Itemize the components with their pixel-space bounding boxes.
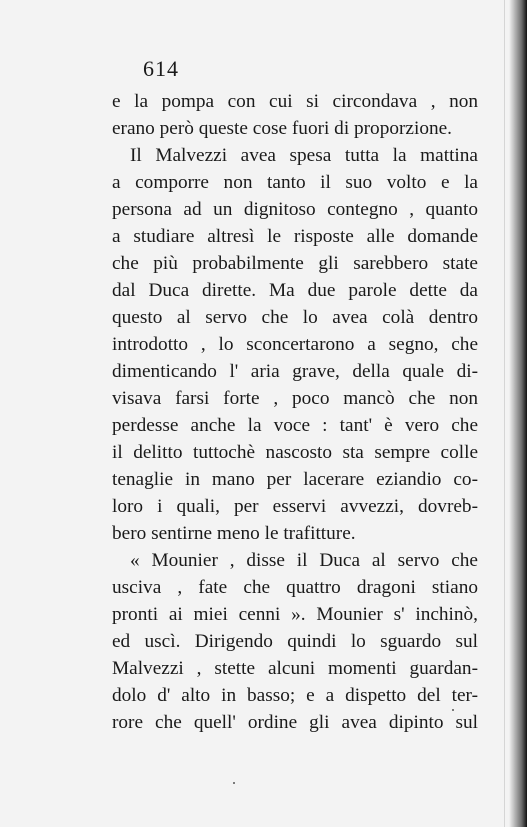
text-line: persona ad un dignitoso contegno , quanto xyxy=(112,199,478,220)
text-line: questo al servo che lo avea colà dentro xyxy=(112,307,478,328)
text-line: pronti ai miei cenni ». Mounier s' inchinò, xyxy=(112,604,478,625)
text-line: rore che quell' ordine gli avea dipinto sul xyxy=(112,712,478,733)
text-line: e la pompa con cui si circondava , non xyxy=(112,91,478,112)
text-line: dal Duca dirette. Ma due parole dette da xyxy=(112,280,478,301)
body-text xyxy=(112,88,478,736)
text-line: a comporre non tanto il suo volto e la xyxy=(112,172,478,193)
text-line: Il Malvezzi avea spesa tutta la mattina xyxy=(130,145,478,166)
text-line: bero sentirne meno le trafitture. xyxy=(112,523,356,544)
text-line: perdesse anche la voce : tant' è vero che xyxy=(112,415,478,436)
text-line: Malvezzi , stette alcuni momenti guardan- xyxy=(112,658,478,679)
text-line: usciva , fate che quattro dragoni stiano xyxy=(112,577,478,598)
text-line: il delitto tuttochè nascosto sta sempre colle xyxy=(112,442,478,463)
text-line: a studiare altresì le risposte alle domande xyxy=(112,226,478,247)
paper-speck xyxy=(233,782,235,784)
text-line: visava farsi forte , poco mancò che non xyxy=(112,388,478,409)
page-fold-line xyxy=(504,0,505,827)
text-line: introdotto , lo sconcertarono a segno, che xyxy=(112,334,478,355)
text-line: tenaglie in mano per lacerare eziandio co- xyxy=(112,469,478,490)
text-line: ed uscì. Dirigendo quindi lo sguardo sul xyxy=(112,631,478,652)
text-line: « Mounier , disse il Duca al servo che xyxy=(130,550,478,571)
text-line: erano però queste cose fuori di proporzione. xyxy=(112,118,452,139)
text-line: loro i quali, per esservi avvezzi, dovreb- xyxy=(112,496,478,517)
paper-speck xyxy=(452,709,454,711)
text-line: dolo d' alto in basso; e a dispetto del ter- xyxy=(112,685,478,706)
page-number: 614 xyxy=(143,56,179,81)
page-edge-shadow xyxy=(509,0,527,827)
text-line: dimenticando l' aria grave, della quale di- xyxy=(112,361,478,382)
text-line: che più probabilmente gli sarebbero state xyxy=(112,253,478,274)
